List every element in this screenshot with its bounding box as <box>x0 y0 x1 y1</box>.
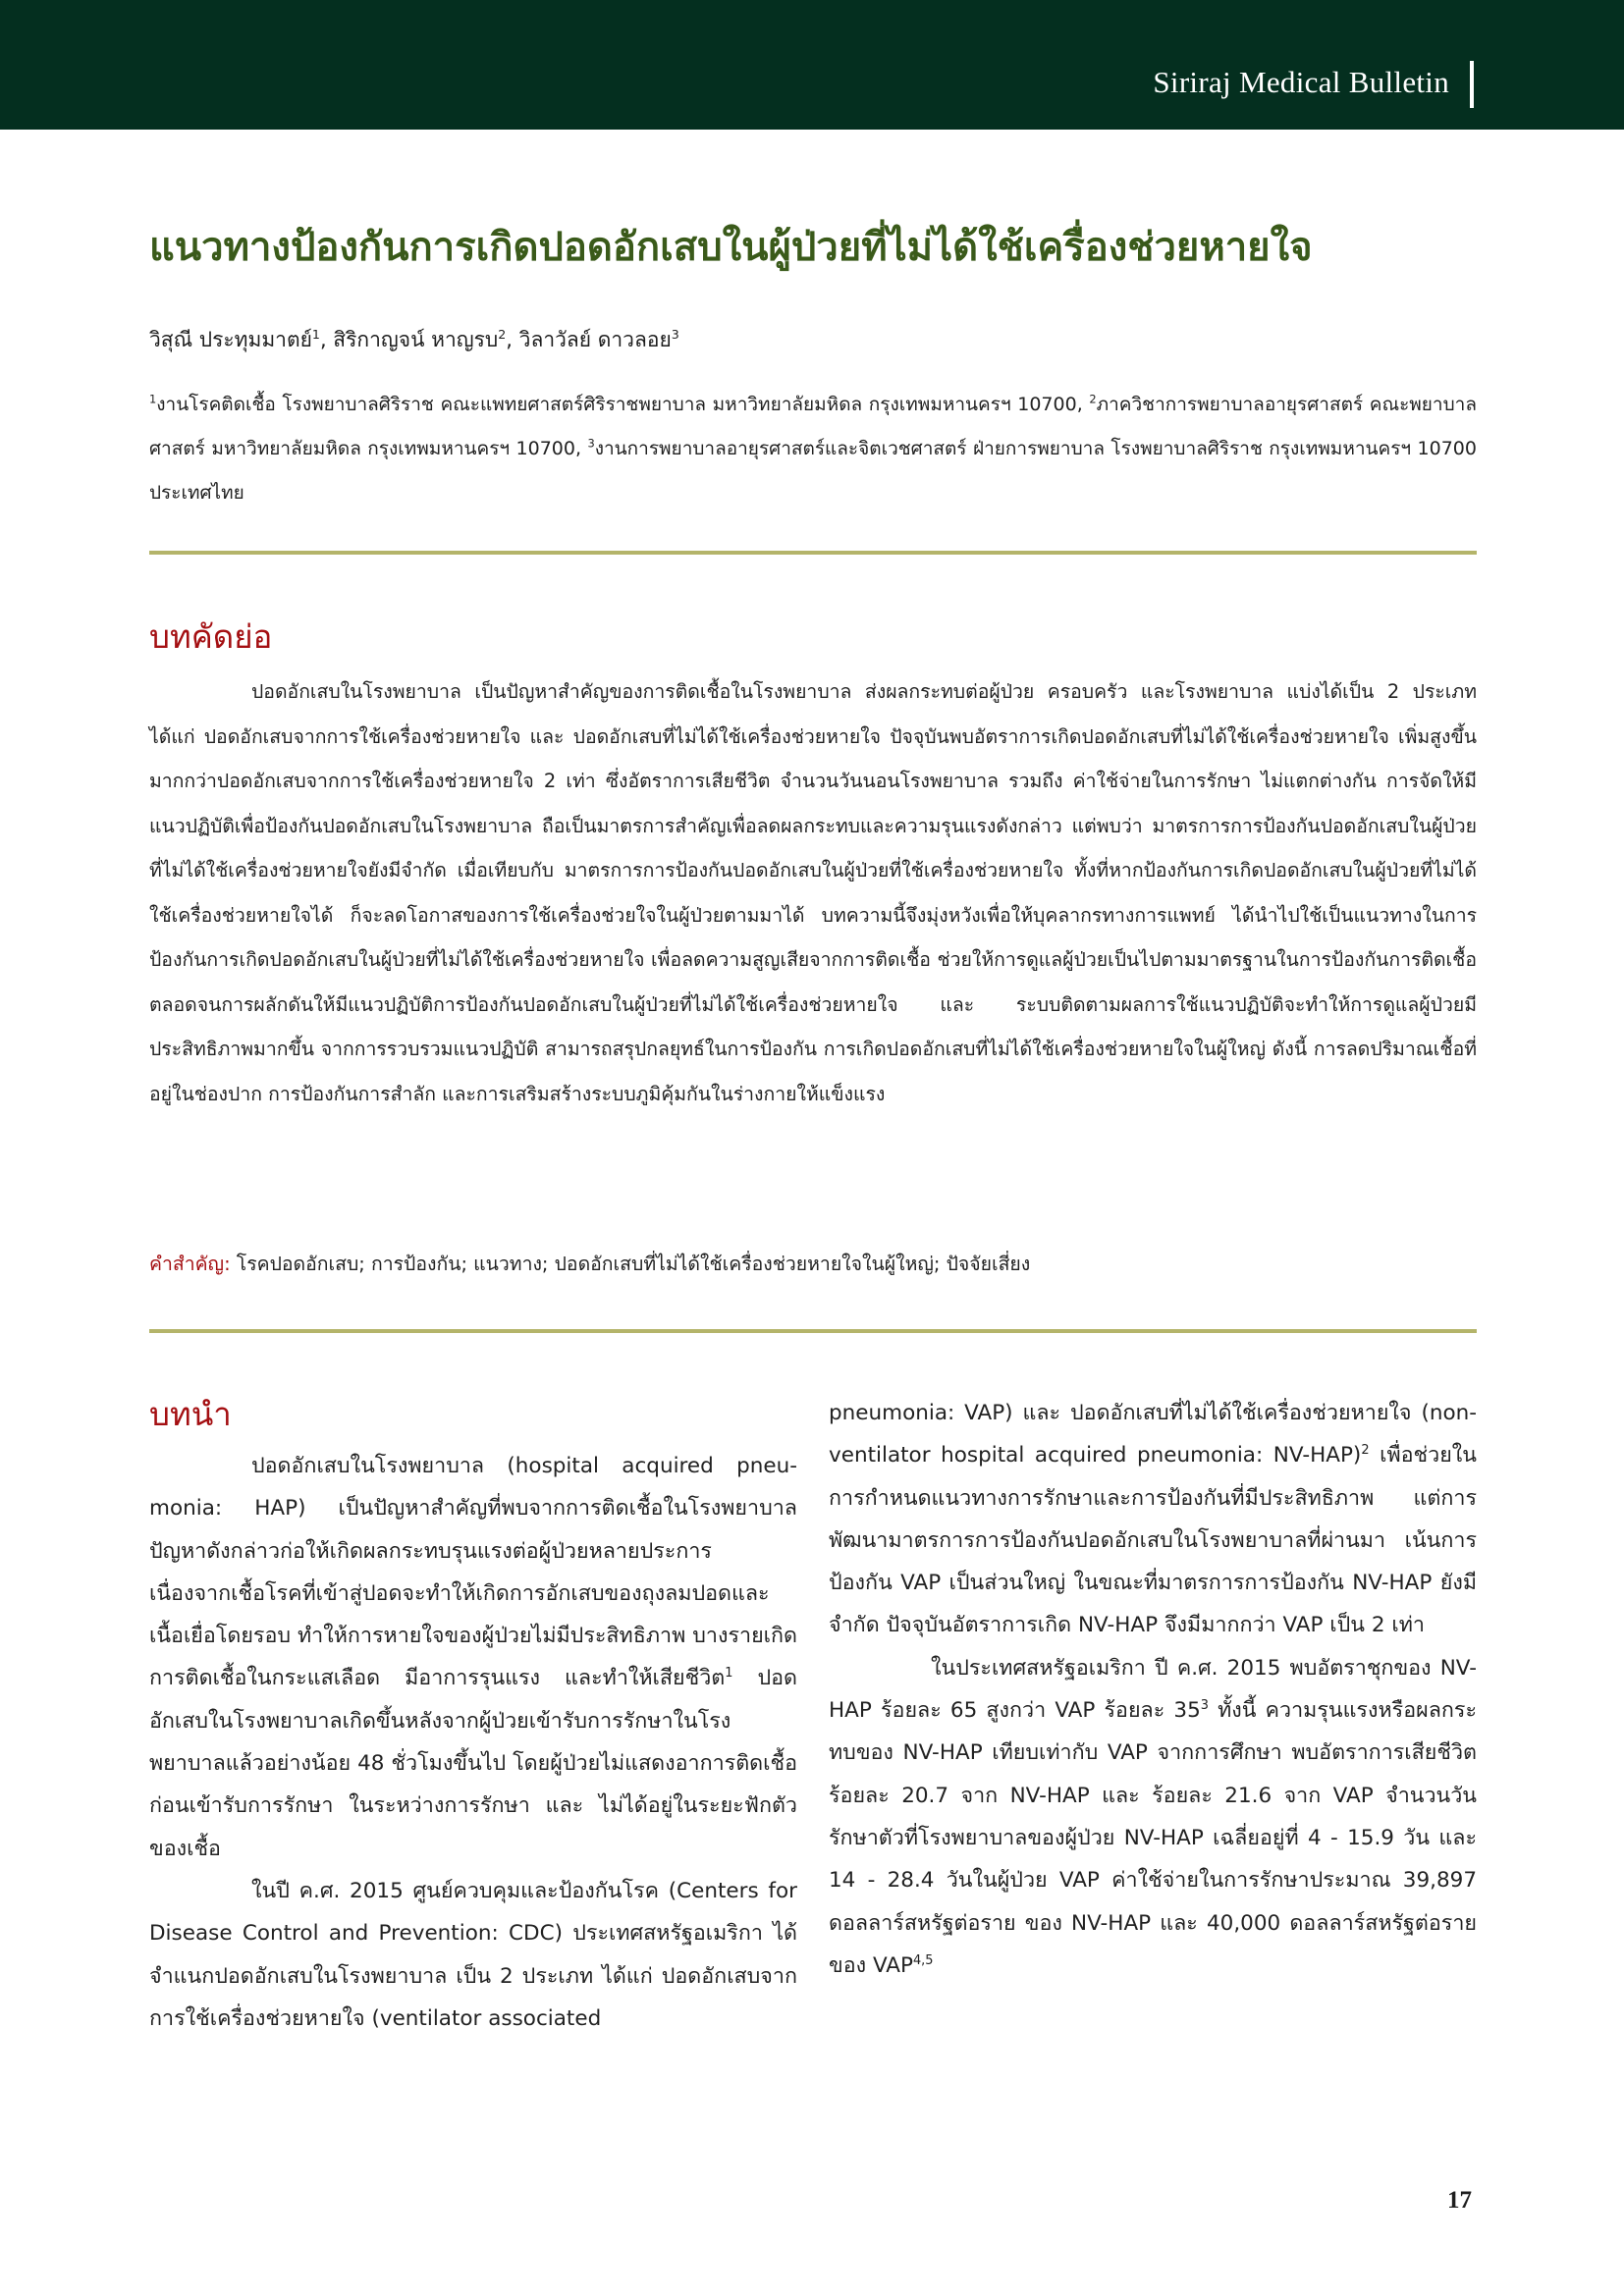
affiliation-text: งานโรคติดเชื้อ โรงพยาบาลศิริราช คณะแพทยศาสตร์ศิริราชพยาบาล มหาวิทยาลัยมหิดล กรุงเทพมหานครฯ 10700, <box>156 394 1090 415</box>
affiliation-text: ภาควิชาการพยาบาลอายุรศาสตร์ คณะพยาบาลศาสตร์ มหาวิทยาลัยมหิดล กรุงเทพมหานครฯ 10700, <box>149 394 1477 459</box>
affiliation-text: งานการพยาบาลอายุรศาสตร์และจิตเวชศาสตร์ ฝ่ายการพยาบาล โรงพยาบาลศิริราช กรุงเทพมหานครฯ 10700 ประเทศไทย <box>149 438 1477 504</box>
paragraph-text: ทั้งนี้ ความรุนแรงหรือผลกระทบของ NV-HAP เทียบเท่ากับ VAP จากการศึกษา พบอัตราการเสียชีวิตร้อยละ 20.7 จาก NV-HAP และ ร้อยละ 21.6 จาก VAP จำนวนวันรักษาตัวที่โรงพยาบาลของผู้ป่วย NV-HAP เฉลี่ยอยู่ที่ 4 - 15.9 วัน และ 14 - 28.4 วันในผู้ป่วย VAP ค่าใช้จ่ายในการรักษาประมาณ 39,897 ดอลลาร์สหรัฐต่อราย ของ NV-HAP และ 40,000 ดอลลาร์สหรัฐต่อรายของ VAP <box>829 1698 1477 1978</box>
paragraph-text: ปอดอักเสบในโรงพยาบาล (hospital acquired pneu-monia: HAP) เป็นปัญหาสำคัญที่พบจากการติดเชื้อในโรงพยาบาล ปัญหาดังกล่าวก่อให้เกิดผลกระทบรุนแรงต่อผู้ป่วยหลายประการ เนื่องจากเชื้อโรคที่เข้าสู่ปอดจะทำให้เกิดการอักเสบของถุงลมปอดและเนื้อเยื่อโดยรอบ ทำให้การหายใจของผู้ป่วยไม่มีประสิทธิภาพ บางรายเกิดการติดเชื้อในกระแสเลือด มีอาการรุนแรง และทำให้เสียชีวิต <box>149 1454 797 1691</box>
keywords-line <box>149 1249 1477 1279</box>
paragraph <box>829 1392 1477 1647</box>
citation-mark: 3 <box>1200 1697 1209 1713</box>
keywords-text: โรคปอดอักเสบ; การป้องกัน; แนวทาง; ปอดอักเสบที่ไม่ได้ใช้เครื่องช่วยหายใจในผู้ใหญ่; ปัจจัยเสี่ยง <box>236 1253 1031 1275</box>
abstract-body <box>149 669 1477 1116</box>
section-divider <box>149 551 1477 555</box>
citation-mark: 4,5 <box>912 1952 934 1968</box>
affiliation-mark: 2 <box>1089 392 1097 406</box>
body-column-right <box>829 1392 1477 1987</box>
paragraph-text: ในประเทศสหรัฐอเมริกา ปี ค.ศ. 2015 พบอัตราชุกของ NV-HAP ร้อยละ 65 สูงกว่า VAP ร้อยละ 35 <box>829 1655 1477 1724</box>
introduction-heading: บทนำ <box>149 1395 232 1433</box>
keywords-label: คำสำคัญ: <box>149 1253 231 1275</box>
citation-mark: 2 <box>1361 1443 1370 1459</box>
affiliation-mark: 1 <box>149 392 157 406</box>
author-affiliation-mark: 1 <box>311 327 320 342</box>
author-affiliation-mark: 2 <box>498 327 507 342</box>
paragraph-text: pneumonia: VAP) และ ปอดอักเสบที่ไม่ได้ใช้เครื่องช่วยหายใจ (non-ventilator hospital acquired pneumonia: NV-HAP) <box>829 1401 1477 1468</box>
journal-header-band <box>0 0 1624 130</box>
abstract-heading: บทคัดย่อ <box>149 617 273 656</box>
article-title: แนวทางป้องกันการเกิดปอดอักเสบในผู้ป่วยที่ไม่ได้ใช้เครื่องช่วยหายใจ <box>149 225 1313 270</box>
affiliations <box>149 383 1477 515</box>
abstract-text: ปอดอักเสบในโรงพยาบาล เป็นปัญหาสำคัญของการติดเชื้อในโรงพยาบาล ส่งผลกระทบต่อผู้ป่วย ครอบครัว และโรงพยาบาล แบ่งได้เป็น 2 ประเภท ได้แก่ ปอดอักเสบจากการใช้เครื่องช่วยหายใจ และ ปอดอักเสบที่ไม่ได้ใช้เครื่องช่วยหายใจ ปัจจุบันพบอัตราการเกิดปอดอักเสบที่ไม่ได้ใช้เครื่องช่วยหายใจ เพิ่มสูงขึ้นมากกว่าปอดอักเสบจากการใช้เครื่องช่วยหายใจ 2 เท่า ซึ่งอัตราการเสียชีวิต จำนวนวันนอนโรงพยาบาล รวมถึง ค่าใช้จ่ายในการรักษา ไม่แตกต่างกัน การจัดให้มีแนวปฏิบัติเพื่อป้องกันปอดอักเสบในโรงพยาบาล ถือเป็นมาตรการสำคัญเพื่อลดผลกระทบและความรุนแรงดังกล่าว แต่พบว่า มาตรการการป้องกันปอดอักเสบในผู้ป่วยที่ไม่ได้ใช้เครื่องช่วยหายใจยังมีจำกัด เมื่อเทียบกับ มาตรการการป้องกันปอดอักเสบในผู้ป่วยที่ใช้เครื่องช่วยหายใจ ทั้งที่หากป้องกันการเกิดปอดอักเสบในผู้ป่วยที่ไม่ได้ใช้เครื่องช่วยหายใจได้ ก็จะลดโอกาสของการใช้เครื่องช่วยใจในผู้ป่วยตามมาได้ บทความนี้จึงมุ่งหวังเพื่อให้บุคลากรทางการแพทย์ ได้นำไปใช้เป็นแนวทางในการป้องกันการเกิดปอดอักเสบในผู้ป่วยที่ไม่ได้ใช้เครื่องช่วยหายใจ เพื่อลดความสูญเสียจากการติดเชื้อ ช่วยให้การดูแลผู้ป่วยเป็นไปตามมาตรฐานในการป้องกันการติดเชื้อ ตลอดจนการผลักดันให้มีแนวปฏิบัติการป้องกันปอดอักเสบในผู้ป่วยที่ไม่ได้ใช้เครื่องช่วยหายใจ และ ระบบติดตามผลการใช้แนวปฏิบัติจะทำให้การดูแลผู้ป่วยมีประสิทธิภาพมากขึ้น จากการรวบรวมแนวปฏิบัติ สามารถสรุปกลยุทธ์ในการป้องกัน การเกิดปอดอักเสบที่ไม่ได้ใช้เครื่องช่วยหายใจในผู้ใหญ่ ดังนี้ การลดปริมาณเชื้อที่อยู่ในช่องปาก การป้องกันการสำลัก และการเสริมสร้างระบบภูมิคุ้มกันในร่างกายให้แข็งแรง <box>149 680 1477 1105</box>
body-column-left <box>149 1445 797 2040</box>
author-name: วิสุณี ประทุมมาตย์ <box>149 328 312 351</box>
paragraph-text: ในปี ค.ศ. 2015 ศูนย์ควบคุมและป้องกันโรค (Centers for Disease Control and Prevention: CDC) ประเทศสหรัฐอเมริกา ได้จำแนกปอดอักเสบในโรงพยาบาล เป็น 2 ประเภท ได้แก่ ปอดอักเสบจากการใช้เครื่องช่วยหายใจ (ventilator associated <box>149 1878 797 2031</box>
journal-name: Siriraj Medical Bulletin <box>1153 65 1449 99</box>
author-name: วิลาวัลย์ ดาวลอย <box>518 328 672 351</box>
affiliation-mark: 3 <box>587 436 595 451</box>
page-number: 17 <box>1447 2187 1472 2214</box>
author-list: วิสุณี ประทุมมาตย์$^1$, สิริกาญจน์ หาญรบ$^2$, วิลาวัลย์ ดาวลอย$^3$ <box>149 327 679 351</box>
author-affiliation-mark: 3 <box>671 327 679 342</box>
section-divider <box>149 1329 1477 1333</box>
citation-mark: 1 <box>725 1666 733 1682</box>
paragraph <box>149 1445 797 1870</box>
paragraph-text: เพื่อช่วยในการกำหนดแนวทางการรักษาและการป้องกันที่มีประสิทธิภาพ แต่การพัฒนามาตรการการป้องกันปอดอักเสบในโรงพยาบาลที่ผ่านมา เน้นการป้องกัน VAP เป็นส่วนใหญ่ ในขณะที่มาตรการการป้องกัน NV-HAP ยังมีจำกัด ปัจจุบันอัตราการเกิด NV-HAP จึงมีมากกว่า VAP เป็น 2 เท่า <box>829 1443 1477 1638</box>
paragraph <box>829 1647 1477 1987</box>
header-divider-bar <box>1470 61 1474 108</box>
paragraph <box>149 1870 797 2040</box>
paragraph-text: ปอดอักเสบในโรงพยาบาลเกิดขึ้นหลังจากผู้ป่วยเข้ารับการรักษาในโรงพยาบาลแล้วอย่างน้อย 48 ชั่วโมงขึ้นไป โดยผู้ป่วยไม่แสดงอาการติดเชื้อก่อนเข้ารับการรักษา ในระหว่างการรักษา และ ไม่ได้อยู่ในระยะฟักตัวของเชื้อ <box>149 1666 797 1861</box>
author-name: สิริกาญจน์ หาญรบ <box>333 328 499 351</box>
